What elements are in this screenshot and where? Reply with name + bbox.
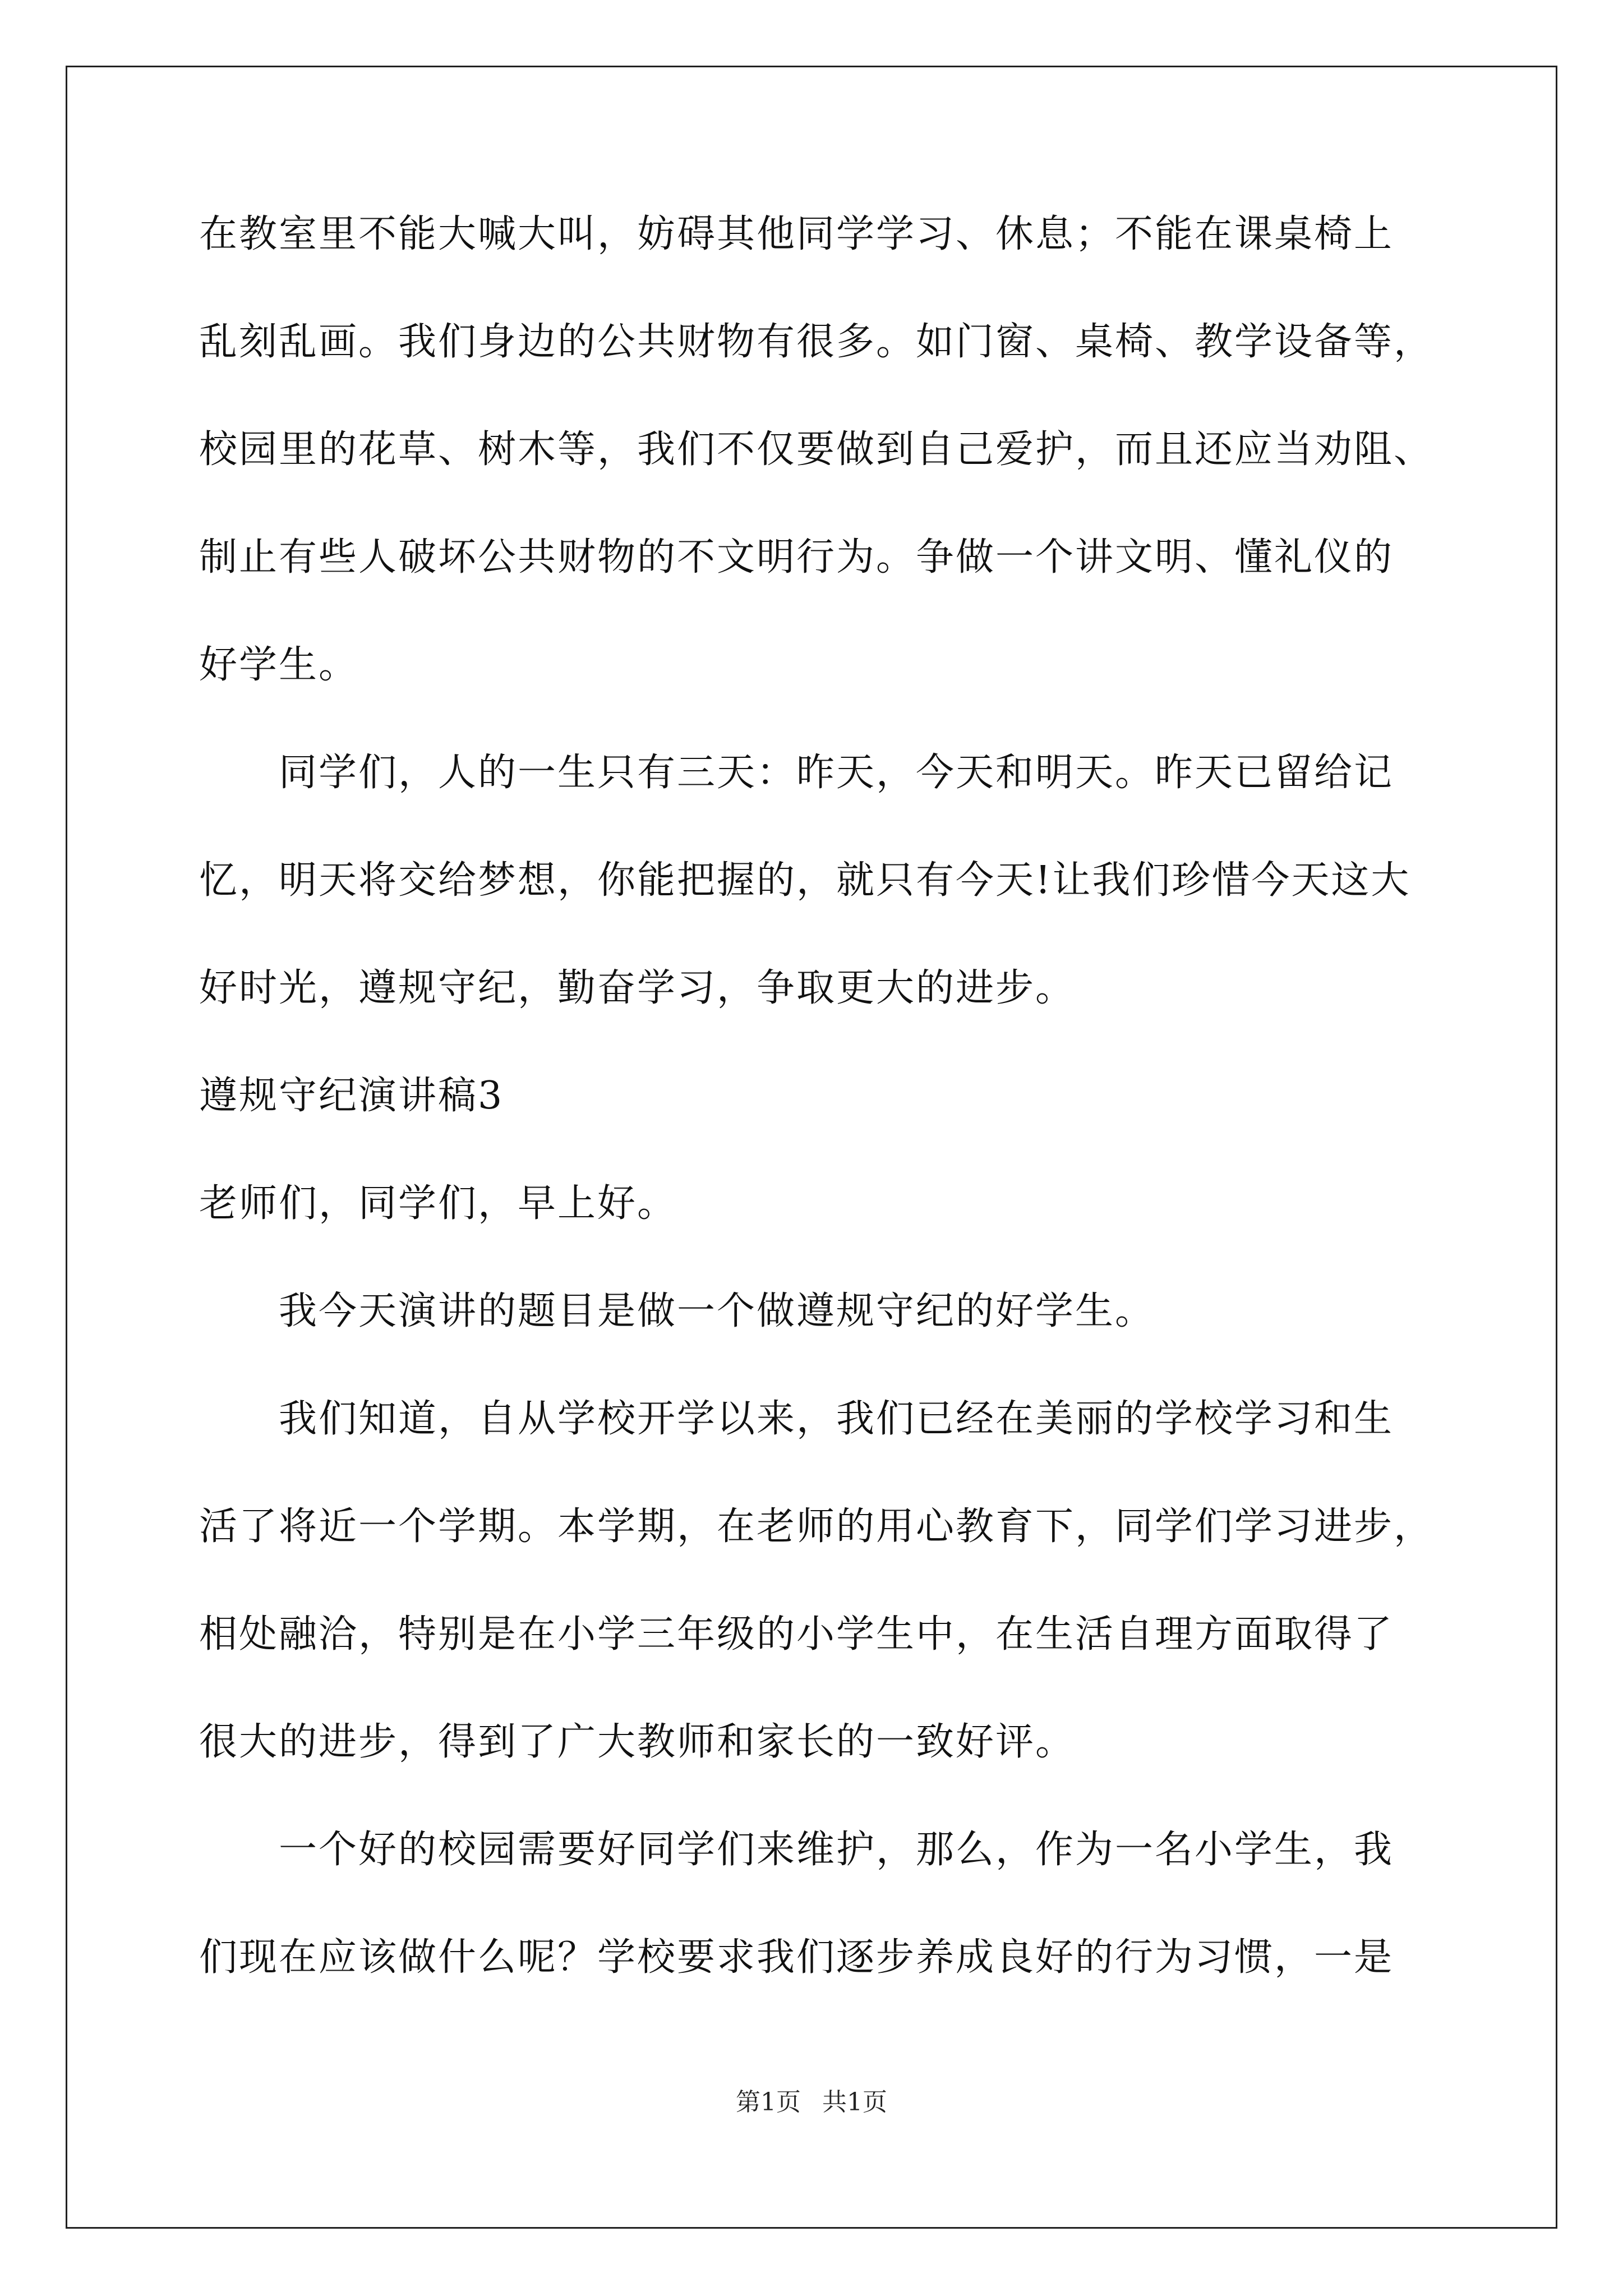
text-line: 校园里的花草、树木等，我们不仅要做到自己爱护，而且还应当劝阻、 (199, 427, 1434, 472)
page-total: 共1页 (822, 2088, 887, 2116)
text-line: 在教室里不能大喊大叫，妨碍其他同学学习、休息；不能在课桌椅上 (199, 212, 1394, 256)
text-line: 我们知道，自从学校开学以来，我们已经在美丽的学校学习和生 (279, 1397, 1394, 1441)
text-line: 很大的进步，得到了广大教师和家长的一致好评。 (199, 1720, 1076, 1764)
text-line: 们现在应该做什么呢？学校要求我们逐步养成良好的行为习惯，一是 (199, 1935, 1394, 1980)
text-line: 活了将近一个学期。本学期，在老师的用心教育下，同学们学习进步， (199, 1504, 1434, 1549)
page-footer (0, 2086, 1623, 2119)
section-heading: 遵规守纪演讲稿3 (199, 1074, 504, 1118)
text-line: 一个好的校园需要好同学们来维护，那么，作为一名小学生，我 (279, 1828, 1394, 1872)
page-number: 第1页 (736, 2088, 801, 2116)
document-body (199, 208, 1433, 1985)
text-line: 好时光，遵规守纪，勤奋学习，争取更大的进步。 (199, 966, 1076, 1010)
text-line: 乱刻乱画。我们身边的公共财物有很多。如门窗、桌椅、教学设备等， (199, 320, 1434, 364)
text-line: 老师们，同学们，早上好。 (199, 1181, 677, 1226)
text-line: 同学们，人的一生只有三天：昨天，今天和明天。昨天已留给记 (279, 751, 1394, 795)
text-line: 忆，明天将交给梦想，你能把握的，就只有今天!让我们珍惜今天这大 (199, 858, 1411, 903)
text-line: 制止有些人破坏公共财物的不文明行为。争做一个讲文明、懂礼仪的 (199, 535, 1394, 579)
text-line: 我今天演讲的题目是做一个做遵规守纪的好学生。 (279, 1289, 1155, 1333)
text-line: 好学生。 (199, 643, 359, 687)
text-line: 相处融洽，特别是在小学三年级的小学生中，在生活自理方面取得了 (199, 1612, 1394, 1657)
